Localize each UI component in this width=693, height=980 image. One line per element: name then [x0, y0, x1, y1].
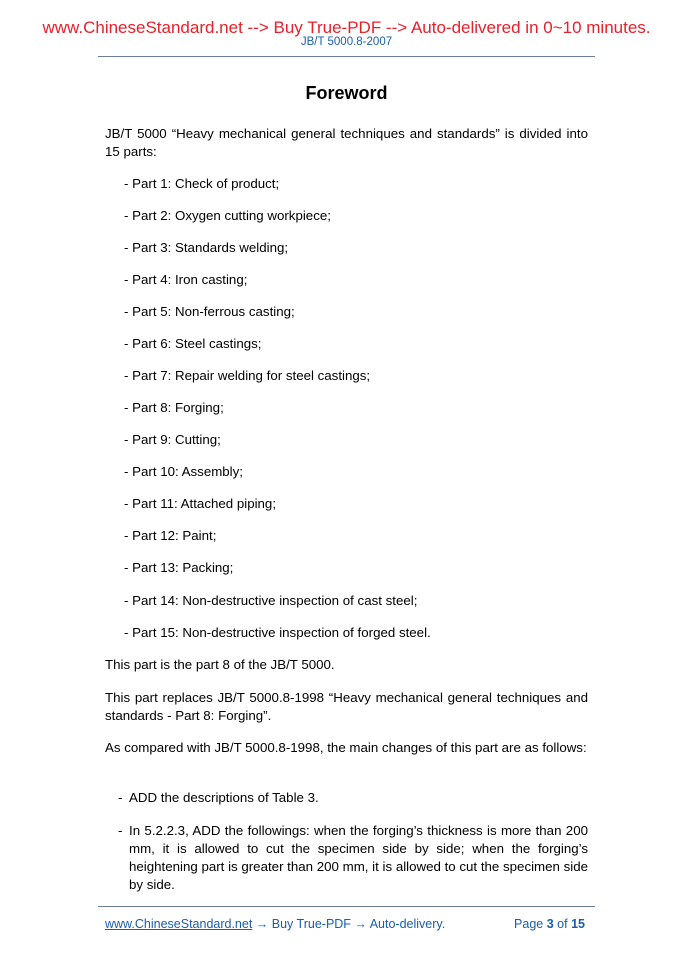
- list-item: - Part 1: Check of product;: [124, 176, 280, 191]
- list-item: - Part 10: Assembly;: [124, 464, 243, 479]
- list-item: - Part 4: Iron casting;: [124, 272, 248, 287]
- list-item: - Part 9: Cutting;: [124, 432, 221, 447]
- list-item: - Part 13: Packing;: [124, 560, 234, 575]
- page-label: Page: [514, 917, 544, 931]
- list-item: - Part 8: Forging;: [124, 400, 224, 415]
- footer-rule: [98, 906, 595, 907]
- list-item: - Part 5: Non-ferrous casting;: [124, 304, 295, 319]
- page-current: 3: [546, 917, 554, 931]
- header-rule: [98, 56, 595, 57]
- change-item: [118, 822, 588, 894]
- page-of: of: [557, 917, 568, 931]
- list-item: - Part 2: Oxygen cutting workpiece;: [124, 208, 331, 223]
- replaces-paragraph: This part replaces JB/T 5000.8-1998 “Heavy mechanical general techniques and standards - Part 8: Forging”.: [105, 690, 588, 723]
- top-banner: www.ChineseStandard.net --> Buy True-PDF --> Auto-delivered in 0~10 minutes.: [42, 18, 651, 37]
- page-total: 15: [571, 917, 585, 931]
- list-item: - Part 14: Non-destructive inspection of cast steel;: [124, 593, 418, 608]
- list-item: - Part 12: Paint;: [124, 528, 217, 543]
- bullet-dash: -: [118, 823, 123, 838]
- document-number: JB/T 5000.8-2007: [300, 36, 393, 48]
- list-item: - Part 7: Repair welding for steel castings;: [124, 368, 371, 383]
- bullet-dash: -: [118, 790, 123, 805]
- footer-promo-text: → Buy True-PDF → Auto-delivery.: [252, 917, 446, 931]
- page-indicator: [514, 916, 585, 932]
- part-number-paragraph: This part is the part 8 of the JB/T 5000.: [105, 657, 335, 672]
- page-title: Foreword: [305, 83, 388, 103]
- list-item: - Part 15: Non-destructive inspection of forged steel.: [124, 625, 431, 640]
- change-text: In 5.2.2.3, ADD the followings: when the forging’s thickness is more than 200 mm, it is allowed to cut the specimen side by side; when the forging’s heightening part is greater than 200 mm, it is allowed to cut the specimen side by side.: [129, 823, 588, 892]
- list-item: - Part 11: Attached piping;: [124, 496, 277, 511]
- change-text: ADD the descriptions of Table 3.: [129, 790, 319, 805]
- footer-site-link[interactable]: www.ChineseStandard.net: [105, 917, 253, 931]
- list-item: - Part 6: Steel castings;: [124, 336, 262, 351]
- list-item: - Part 3: Standards welding;: [124, 240, 289, 255]
- change-item: [118, 789, 588, 807]
- intro-paragraph: JB/T 5000 “Heavy mechanical general techniques and standards” is divided into 15 parts:: [105, 126, 588, 159]
- footer-promo: [105, 916, 445, 932]
- changes-paragraph: As compared with JB/T 5000.8-1998, the main changes of this part are as follows:: [105, 740, 587, 755]
